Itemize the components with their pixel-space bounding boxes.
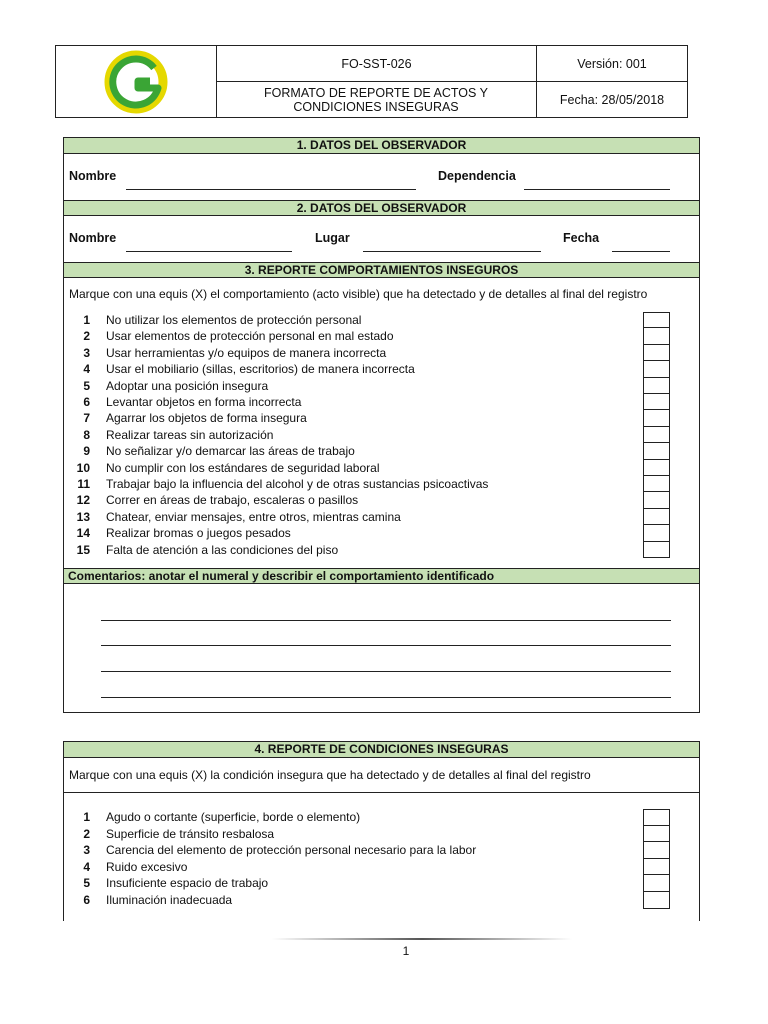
item-number: 5 — [83, 876, 90, 891]
item-text: Usar elementos de protección personal en mal estado — [106, 329, 394, 344]
comment-line[interactable] — [101, 671, 671, 672]
item-text: Trabajar bajo la influencia del alcohol y de otras sustancias psicoactivas — [106, 477, 489, 491]
item-checkbox[interactable] — [643, 491, 670, 508]
item-checkbox[interactable] — [643, 442, 670, 459]
date-label: Fecha — [563, 231, 600, 245]
item-number: 5 — [83, 378, 90, 393]
item-text: Falta de atención a las condiciones del piso — [106, 542, 339, 557]
item-text: Realizar tareas sin autorización — [106, 427, 274, 442]
item-checkbox[interactable] — [643, 508, 670, 525]
item-number: 12 — [76, 493, 90, 508]
item-checkbox[interactable] — [643, 344, 670, 361]
item-number: 7 — [83, 411, 90, 426]
section4-title: 4. REPORTE DE CONDICIONES INSEGURAS — [64, 742, 699, 758]
item-text: Agarrar los objetos de forma insegura — [106, 411, 307, 426]
item-text: No cumplir con los estándares de seguridad laboral — [106, 460, 380, 475]
list-item — [64, 394, 634, 410]
list-item — [64, 842, 634, 858]
item-text: Levantar objetos en forma incorrecta — [106, 395, 302, 409]
item-number: 3 — [83, 345, 90, 360]
observer-name-field[interactable] — [126, 189, 416, 190]
comment-line[interactable] — [101, 697, 671, 698]
comment-line[interactable] — [101, 620, 671, 621]
item-checkbox[interactable] — [643, 841, 670, 859]
dependency-label: Dependencia — [438, 169, 516, 183]
list-item — [64, 460, 634, 476]
list-item — [64, 809, 634, 825]
observer-and-behavior-section — [63, 137, 700, 713]
list-item — [64, 328, 634, 344]
list-item — [64, 509, 634, 525]
item-checkbox[interactable] — [643, 809, 670, 826]
list-item — [64, 892, 634, 908]
item-checkbox[interactable] — [643, 409, 670, 426]
list-item — [64, 875, 634, 891]
item-text: Iluminación inadecuada — [106, 893, 233, 907]
item-number: 1 — [83, 810, 90, 824]
item-number: 15 — [76, 542, 90, 557]
comments-title: Comentarios: anotar el numeral y describir el comportamiento identificado — [64, 568, 699, 584]
item-text: Insuficiente espacio de trabajo — [106, 876, 269, 891]
section4-instruction: Marque con una equis (X) la condición insegura que ha detectado y de detalles al final del registro — [69, 768, 591, 782]
item-checkbox[interactable] — [643, 891, 670, 909]
item-checkbox[interactable] — [643, 858, 670, 876]
list-item — [64, 427, 634, 443]
item-checkbox[interactable] — [643, 825, 670, 843]
observer-name-label: Nombre — [69, 169, 117, 183]
footer-rule — [272, 937, 572, 941]
place-field[interactable] — [363, 251, 541, 252]
item-number: 9 — [83, 444, 90, 459]
section2-title: 2. DATOS DEL OBSERVADOR — [64, 200, 699, 216]
form-version: Versión: 001 — [577, 56, 647, 71]
list-item — [64, 859, 634, 875]
section4-divider — [64, 792, 699, 793]
item-number: 6 — [83, 395, 90, 409]
unsafe-condition-list — [64, 809, 699, 909]
section1-title: 1. DATOS DEL OBSERVADOR — [64, 138, 699, 154]
item-text: Superficie de tránsito resbalosa — [106, 826, 275, 841]
item-text: Chatear, enviar mensajes, entre otros, mientras camina — [106, 509, 401, 524]
item-number: 2 — [83, 329, 90, 344]
item-number: 11 — [77, 477, 90, 491]
unsafe-behavior-list — [64, 312, 699, 559]
item-text: No utilizar los elementos de protección personal — [106, 313, 362, 327]
item-checkbox[interactable] — [643, 360, 670, 377]
item-checkbox[interactable] — [643, 541, 670, 558]
section3-title: 3. REPORTE COMPORTAMIENTOS INSEGUROS — [64, 262, 699, 278]
list-item — [64, 542, 634, 558]
list-item — [64, 443, 634, 459]
item-text: Carencia del elemento de protección personal necesario para la labor — [106, 843, 477, 858]
list-item — [64, 492, 634, 508]
date-field[interactable] — [612, 251, 670, 252]
unsafe-conditions-section — [63, 741, 700, 921]
item-text: Realizar bromas o juegos pesados — [106, 526, 291, 541]
item-checkbox[interactable] — [643, 377, 670, 394]
item-number: 6 — [83, 893, 90, 907]
item-number: 1 — [83, 313, 90, 327]
item-checkbox[interactable] — [643, 475, 670, 492]
item-number: 2 — [83, 826, 90, 841]
item-checkbox[interactable] — [643, 459, 670, 476]
form-code: FO-SST-026 — [341, 56, 412, 71]
page-number: 1 — [402, 944, 410, 958]
item-number: 8 — [83, 427, 90, 442]
item-number: 13 — [76, 509, 90, 524]
dependency-field[interactable] — [524, 189, 670, 190]
item-text: Agudo o cortante (superficie, borde o elemento) — [106, 810, 361, 824]
item-text: Ruido excesivo — [106, 859, 188, 874]
item-number: 10 — [76, 460, 90, 475]
form-date: Fecha: 28/05/2018 — [559, 92, 665, 107]
item-text: Usar herramientas y/o equipos de manera incorrecta — [106, 345, 387, 360]
list-item — [64, 525, 634, 541]
observer2-name-field[interactable] — [126, 251, 292, 252]
item-checkbox[interactable] — [643, 874, 670, 892]
item-checkbox[interactable] — [643, 393, 670, 410]
item-checkbox[interactable] — [643, 524, 670, 541]
list-item — [64, 378, 634, 394]
logo-icon — [104, 50, 168, 114]
item-text: No señalizar y/o demarcar las áreas de trabajo — [106, 444, 355, 459]
list-item — [64, 476, 634, 492]
form-title: FORMATO DE REPORTE DE ACTOS Y CONDICIONES INSEGURAS — [264, 85, 488, 114]
list-item — [64, 361, 634, 377]
document-header — [55, 45, 688, 118]
list-item — [64, 410, 634, 426]
item-number: 4 — [83, 859, 90, 874]
observer2-name-label: Nombre — [69, 231, 117, 245]
company-logo — [56, 46, 216, 117]
place-label: Lugar — [315, 231, 350, 245]
section3-instruction: Marque con una equis (X) el comportamiento (acto visible) que ha detectado y de detalles al final del registro — [69, 287, 648, 301]
item-number: 3 — [83, 843, 90, 858]
item-text: Adoptar una posición insegura — [106, 378, 269, 393]
item-text: Correr en áreas de trabajo, escaleras o pasillos — [106, 493, 359, 508]
item-number: 4 — [83, 362, 90, 377]
list-item — [64, 826, 634, 842]
item-number: 14 — [76, 526, 90, 541]
footer-separator — [272, 928, 572, 932]
list-item — [64, 345, 634, 361]
item-checkbox[interactable] — [643, 312, 670, 328]
list-item — [64, 312, 634, 328]
item-checkbox[interactable] — [643, 426, 670, 443]
comment-line[interactable] — [101, 645, 671, 646]
item-checkbox[interactable] — [643, 327, 670, 344]
item-text: Usar el mobiliario (sillas, escritorios) de manera incorrecta — [106, 362, 415, 377]
